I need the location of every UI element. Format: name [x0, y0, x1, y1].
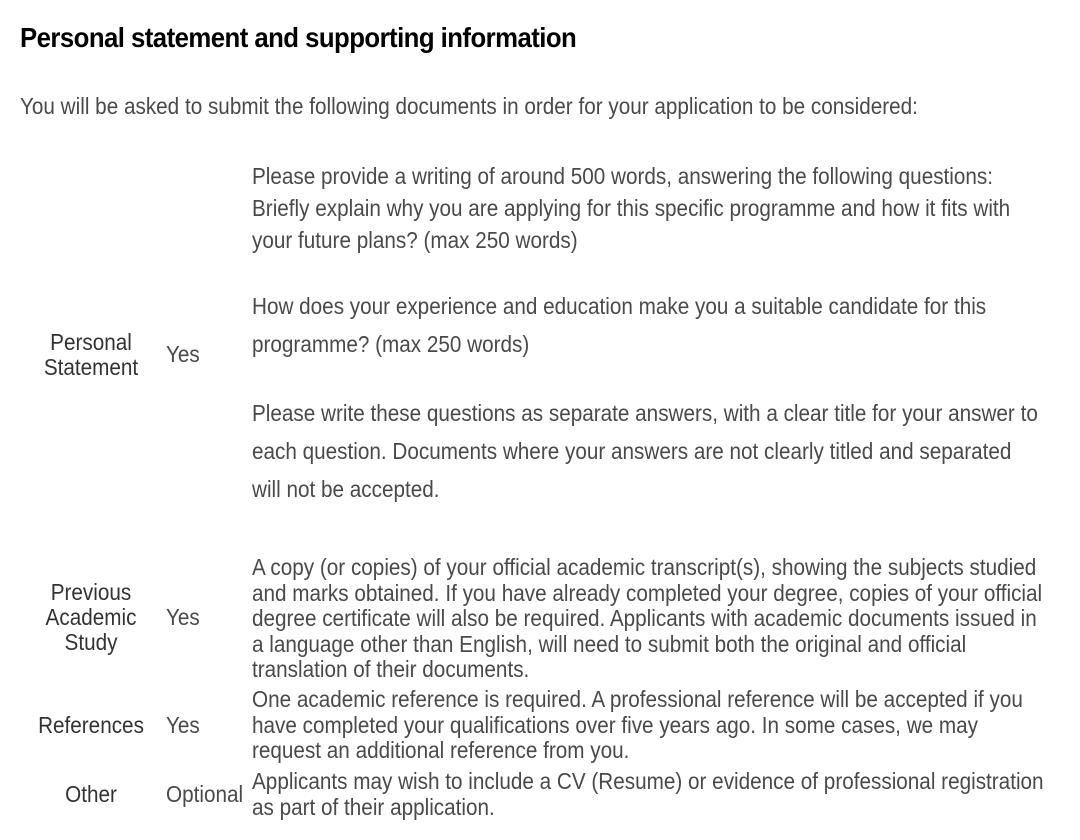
- description-paragraph: Please write these questions as separate answers, with a clear title for your answer to each question. Documents where your answers are not clearly titled and separated will not be accepted.: [252, 400, 1038, 502]
- description-paragraph: Applicants may wish to include a CV (Resume) or evidence of professional registration as part of their application.: [252, 768, 1044, 820]
- row-description: [252, 687, 1044, 764]
- row-label: References: [38, 712, 144, 738]
- row-label: Other: [65, 781, 117, 807]
- description-paragraph: Please provide a writing of around 500 words, answering the following questions: Briefly explain why you are applying for this specific programme and how it fits with your future plans? (max 250 words): [252, 163, 1011, 253]
- description-paragraph: A copy (or copies) of your official academic transcript(s), showing the subjects studied and marks obtained. If you have already completed your degree, copies of your official degree certificate will also be required. Applicants with academic documents issued in a language other than English, will need to submit both the original and official translation of their documents.: [252, 554, 1043, 682]
- row-requirement: Yes: [166, 341, 200, 367]
- description-paragraph: One academic reference is required. A professional reference will be accepted if you have completed your qualifications over five years ago. In some cases, we may request an additional reference from you.: [252, 686, 1023, 763]
- row-requirement: Optional: [166, 781, 244, 807]
- row-description: [252, 160, 1044, 508]
- row-label: Previous Academic Study: [45, 579, 137, 655]
- row-requirement: Yes: [166, 712, 200, 738]
- row-description: [252, 769, 1044, 820]
- section-heading: Personal statement and supporting information: [20, 22, 577, 53]
- row-label: Personal Statement: [43, 329, 139, 380]
- row-requirement: Yes: [166, 604, 200, 630]
- description-paragraph: How does your experience and education make you a suitable candidate for this programme? (max 250 words): [252, 293, 987, 357]
- section-intro: You will be asked to submit the following documents in order for your application to be considered:: [20, 93, 918, 119]
- row-description: [252, 555, 1044, 683]
